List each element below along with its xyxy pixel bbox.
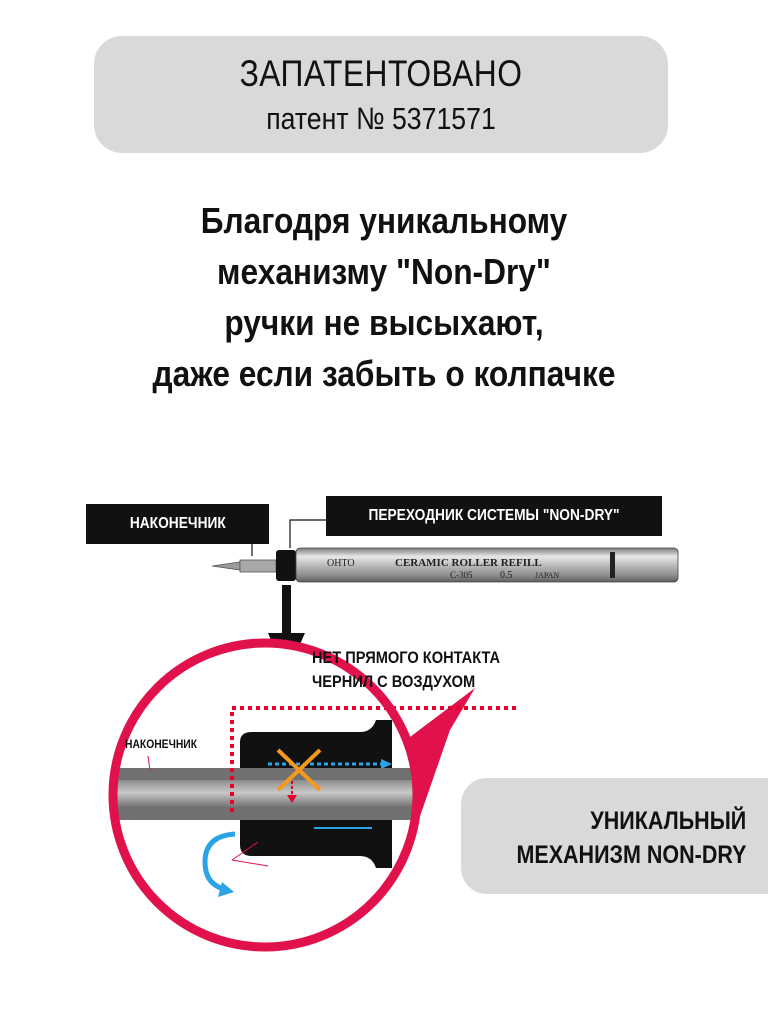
headline-line-3: ручки не высыхают, [224,302,544,343]
refill-brand: OHTO [327,558,355,569]
refill-origin: JAPAN [535,571,560,580]
headline-line-4: даже если забыть о колпачке [152,353,616,394]
contact-note-line-1: НЕТ ПРЯМОГО КОНТАКТА [312,648,501,667]
feature-line-1: УНИКАЛЬНЫЙ [590,807,746,835]
feature-banner [461,778,768,894]
refill-product: CERAMIC ROLLER REFILL [395,557,542,569]
refill-model: C-305 [450,570,473,580]
contact-note [312,646,500,694]
refill-pen [212,548,678,582]
headline-line-2: механизму "Non-Dry" [217,251,551,292]
feature-line-2: МЕХАНИЗМ NON-DRY [516,841,746,869]
contact-note-line-2: ЧЕРНИЛ С ВОЗДУХОМ [312,672,476,691]
headline-line-1: Благодря уникальному [200,200,568,241]
refill-size: 0.5 [500,570,513,581]
patent-number: патент № 5371571 [266,101,496,136]
tip-label: НАКОНЕЧНИК [86,504,269,544]
patent-title: ЗАПАТЕНТОВАНО [239,53,523,94]
adapter-label: ПЕРЕХОДНИК СИСТЕМЫ "NON-DRY" [326,496,662,536]
zoom-tip-label: НАКОНЕЧНИК [125,737,197,751]
